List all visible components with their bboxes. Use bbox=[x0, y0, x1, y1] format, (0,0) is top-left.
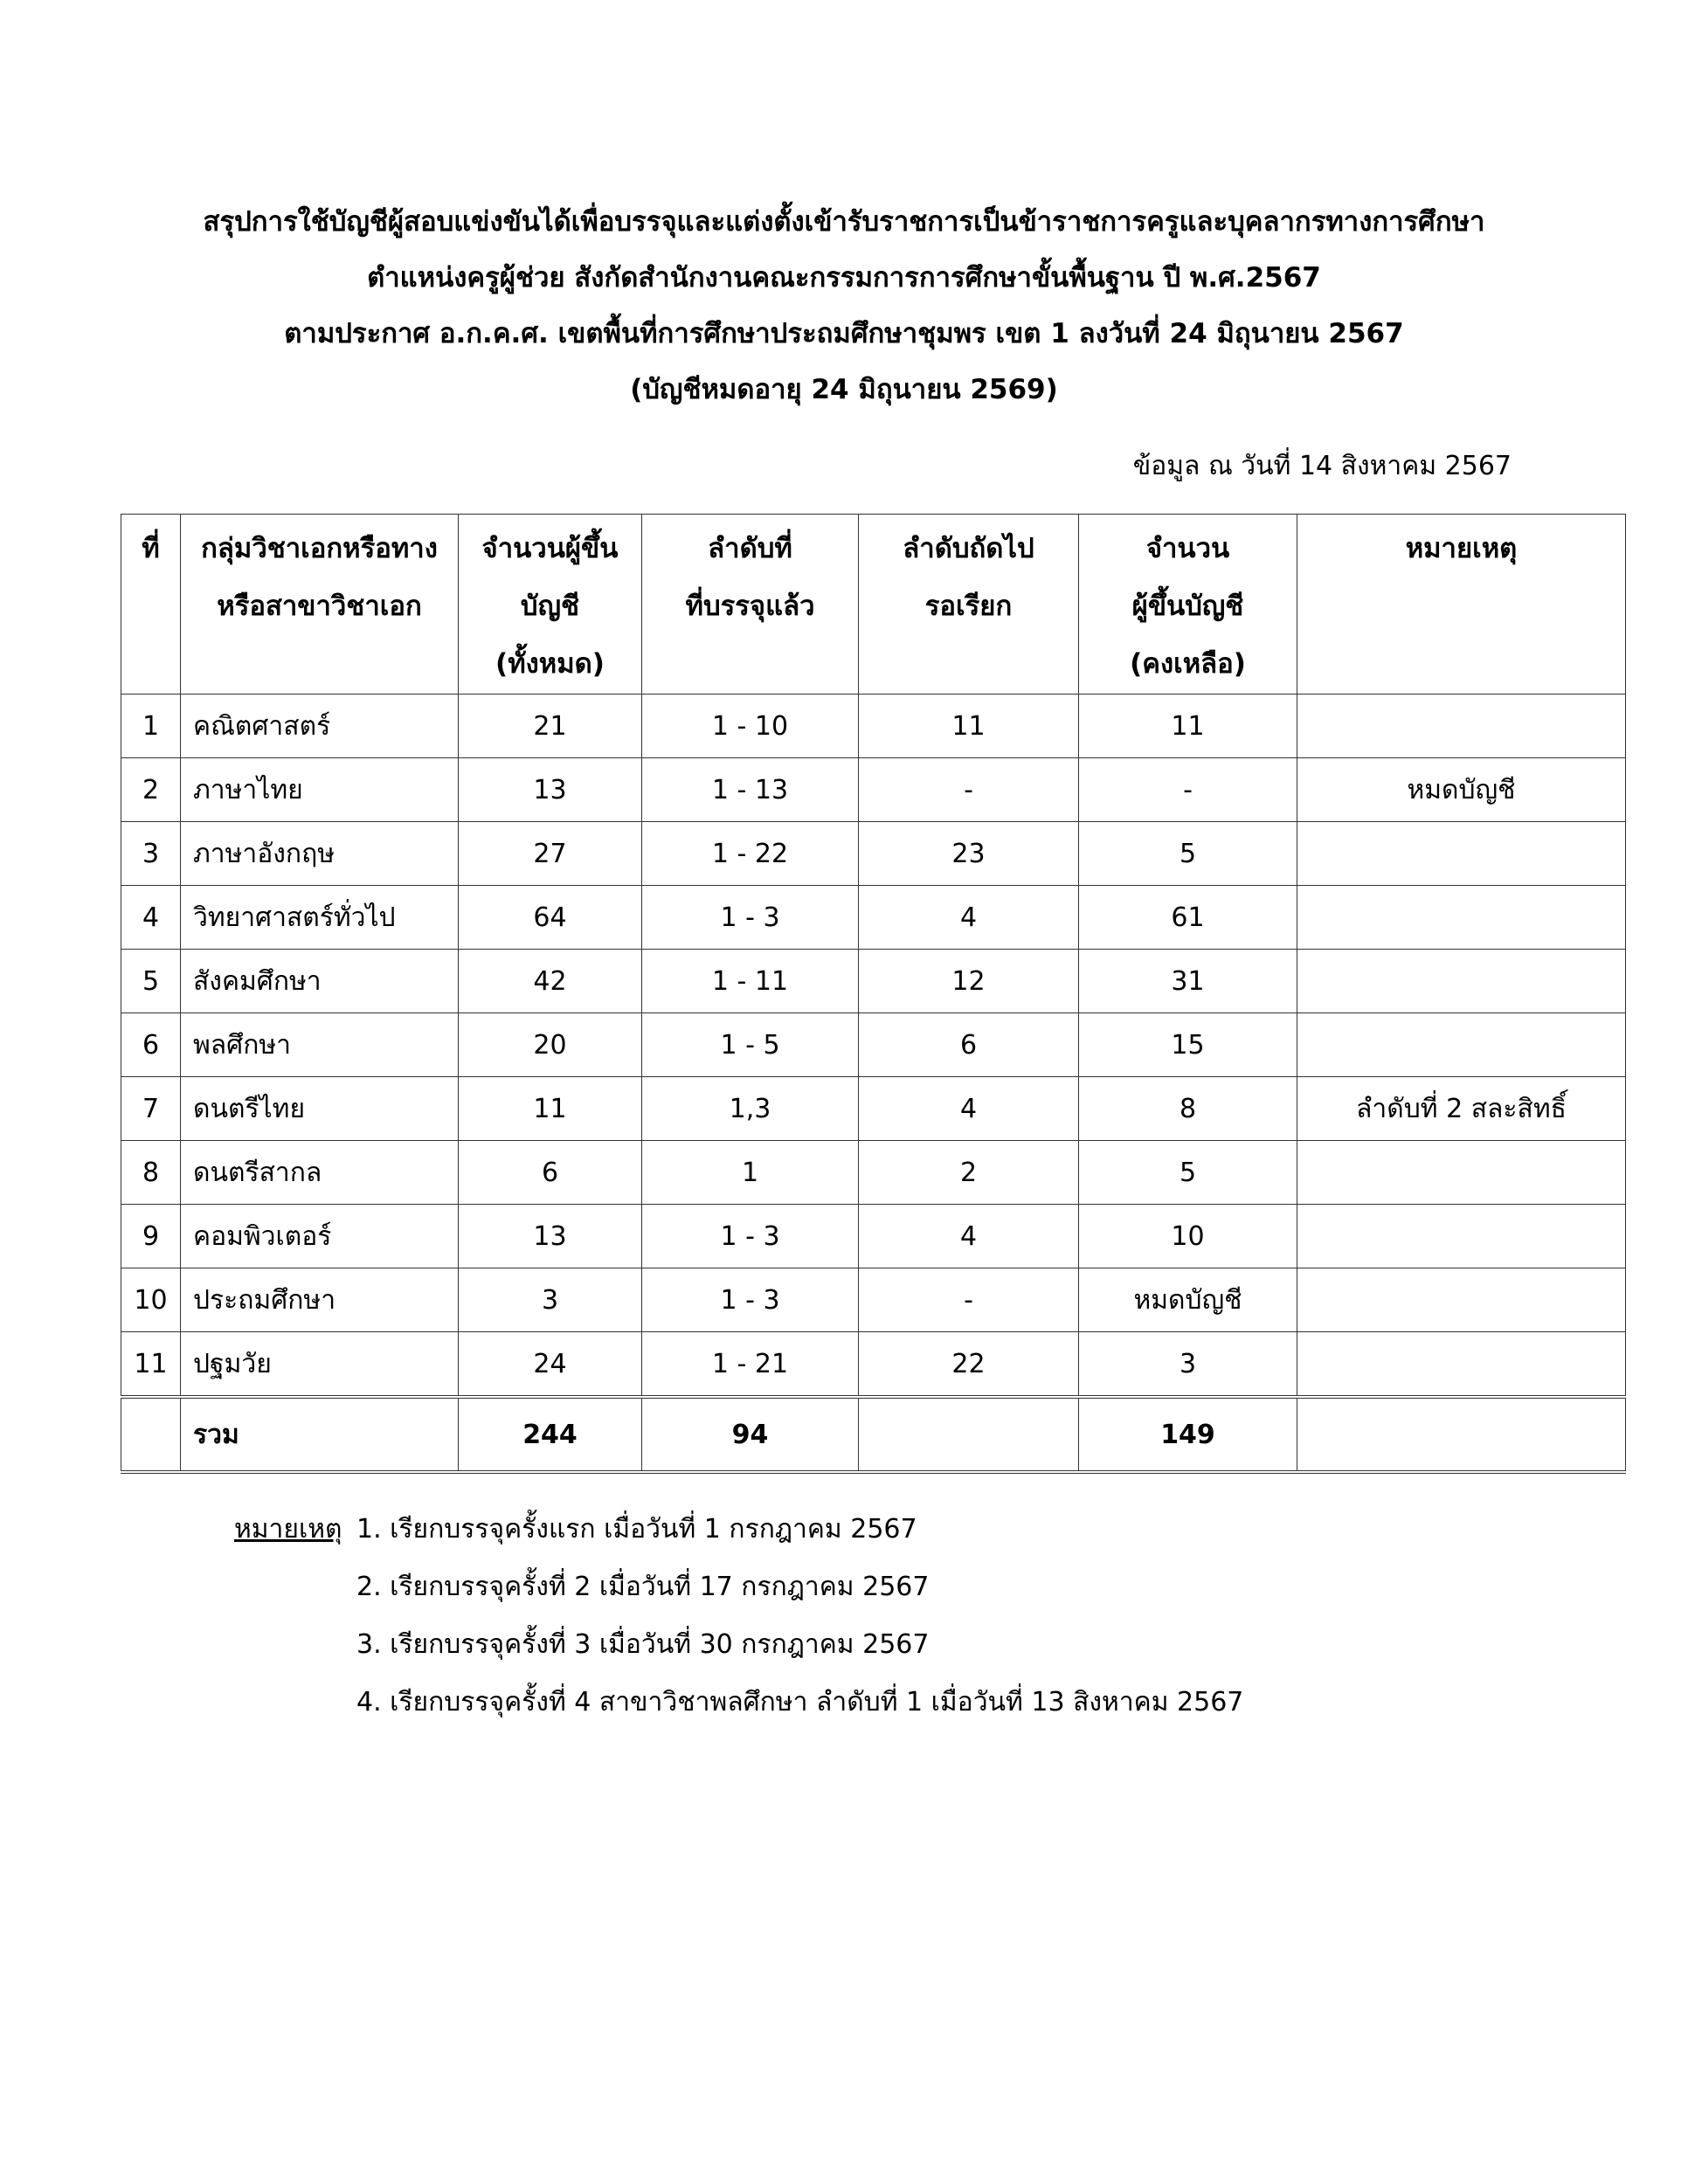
cell-no: 5 bbox=[121, 950, 181, 1013]
cell-remark bbox=[1297, 695, 1626, 758]
cell-remark bbox=[1297, 1268, 1626, 1332]
cell-remark bbox=[1297, 886, 1626, 950]
title-line-4: (บัญชีหมดอายุ 24 มิถุนายน 2569) bbox=[630, 374, 1058, 405]
cell-next: 22 bbox=[859, 1332, 1079, 1398]
table-row bbox=[121, 695, 1626, 758]
cell-total: 21 bbox=[459, 695, 642, 758]
cell-next: 4 bbox=[859, 1205, 1079, 1268]
cell-next: 11 bbox=[859, 695, 1079, 758]
note-item bbox=[234, 1559, 1243, 1616]
title-line-1: สรุปการใช้บัญชีผู้สอบแข่งขันได้เพื่อบรรจุและแต่งตั้งเข้ารับราชการเป็นข้าราชการครูและบุคลากรทางการศึกษา bbox=[203, 206, 1485, 238]
cell-total: 64 bbox=[459, 886, 642, 950]
cell-next: 2 bbox=[859, 1141, 1079, 1205]
total-cell-no bbox=[121, 1397, 181, 1472]
header-remaining: จำนวน ผู้ขึ้นบัญชี (คงเหลือ) bbox=[1079, 515, 1297, 695]
note-item bbox=[234, 1674, 1243, 1731]
cell-total: 42 bbox=[459, 950, 642, 1013]
total-cell-next bbox=[859, 1397, 1079, 1472]
table-row bbox=[121, 1077, 1626, 1141]
cell-next: 23 bbox=[859, 822, 1079, 886]
cell-total: 11 bbox=[459, 1077, 642, 1141]
cell-subject: ดนตรีสากล bbox=[181, 1141, 459, 1205]
cell-no: 2 bbox=[121, 758, 181, 822]
note-text: 1. เรียกบรรจุครั้งแรก เมื่อวันที่ 1 กรกฎาคม 2567 bbox=[356, 1514, 917, 1545]
cell-remaining: 11 bbox=[1079, 695, 1297, 758]
table-header-row bbox=[121, 515, 1626, 695]
cell-subject: ภาษาไทย bbox=[181, 758, 459, 822]
cell-no: 4 bbox=[121, 886, 181, 950]
cell-subject: ภาษาอังกฤษ bbox=[181, 822, 459, 886]
table-row bbox=[121, 758, 1626, 822]
table-row bbox=[121, 1013, 1626, 1077]
header-remarks: หมายเหตุ bbox=[1297, 515, 1626, 695]
note-text: 3. เรียกบรรจุครั้งที่ 3 เมื่อวันที่ 30 กรกฎาคม 2567 bbox=[356, 1629, 930, 1660]
cell-no: 6 bbox=[121, 1013, 181, 1077]
cell-remaining: 8 bbox=[1079, 1077, 1297, 1141]
cell-no: 3 bbox=[121, 822, 181, 886]
cell-total: 13 bbox=[459, 1205, 642, 1268]
cell-subject: วิทยาศาสตร์ทั่วไป bbox=[181, 886, 459, 950]
header-next-rank: ลำดับถัดไป รอเรียก bbox=[859, 515, 1079, 695]
table-row bbox=[121, 1205, 1626, 1268]
header-subject: กลุ่มวิชาเอกหรือทาง หรือสาขาวิชาเอก bbox=[181, 515, 459, 695]
total-cell-total: 244 bbox=[459, 1397, 642, 1472]
cell-appointed: 1 - 21 bbox=[642, 1332, 859, 1398]
cell-no: 1 bbox=[121, 695, 181, 758]
cell-subject: สังคมศึกษา bbox=[181, 950, 459, 1013]
note-text: 2. เรียกบรรจุครั้งที่ 2 เมื่อวันที่ 17 กรกฎาคม 2567 bbox=[356, 1572, 930, 1602]
cell-remark bbox=[1297, 1205, 1626, 1268]
cell-remark bbox=[1297, 1332, 1626, 1398]
data-as-of-date: ข้อมูล ณ วันที่ 14 สิงหาคม 2567 bbox=[1132, 451, 1512, 481]
cell-subject: ดนตรีไทย bbox=[181, 1077, 459, 1141]
cell-subject: พลศึกษา bbox=[181, 1013, 459, 1077]
table-row bbox=[121, 886, 1626, 950]
cell-total: 13 bbox=[459, 758, 642, 822]
note-text: 4. เรียกบรรจุครั้งที่ 4 สาขาวิชาพลศึกษา ลำดับที่ 1 เมื่อวันที่ 13 สิงหาคม 2567 bbox=[356, 1687, 1244, 1717]
cell-next: 12 bbox=[859, 950, 1079, 1013]
total-cell-subject: รวม bbox=[181, 1397, 459, 1472]
cell-appointed: 1,3 bbox=[642, 1077, 859, 1141]
cell-remaining: 3 bbox=[1079, 1332, 1297, 1398]
cell-appointed: 1 - 10 bbox=[642, 695, 859, 758]
title-line-3: ตามประกาศ อ.ก.ค.ศ. เขตพื้นที่การศึกษาประถมศึกษาชุมพร เขต 1 ลงวันที่ 24 มิถุนายน 2567 bbox=[284, 318, 1404, 349]
cell-remaining: - bbox=[1079, 758, 1297, 822]
cell-remark bbox=[1297, 1013, 1626, 1077]
table-row bbox=[121, 950, 1626, 1013]
total-cell-remark bbox=[1297, 1397, 1626, 1472]
cell-appointed: 1 - 5 bbox=[642, 1013, 859, 1077]
cell-remaining: 5 bbox=[1079, 1141, 1297, 1205]
total-cell-remaining: 149 bbox=[1079, 1397, 1297, 1472]
note-item bbox=[234, 1616, 1243, 1674]
cell-next: 4 bbox=[859, 1077, 1079, 1141]
cell-no: 9 bbox=[121, 1205, 181, 1268]
cell-subject: ปฐมวัย bbox=[181, 1332, 459, 1398]
document-title bbox=[0, 194, 1688, 418]
cell-appointed: 1 - 11 bbox=[642, 950, 859, 1013]
cell-remark: ลำดับที่ 2 สละสิทธิ์ bbox=[1297, 1077, 1626, 1141]
cell-remark bbox=[1297, 950, 1626, 1013]
cell-no: 10 bbox=[121, 1268, 181, 1332]
cell-no: 11 bbox=[121, 1332, 181, 1398]
notes-section bbox=[234, 1501, 1243, 1731]
header-no: ที่ bbox=[121, 515, 181, 695]
cell-total: 24 bbox=[459, 1332, 642, 1398]
note-item bbox=[234, 1501, 1243, 1559]
cell-no: 7 bbox=[121, 1077, 181, 1141]
cell-total: 6 bbox=[459, 1141, 642, 1205]
title-line-2: ตำแหน่งครูผู้ช่วย สังกัดสำนักงานคณะกรรมการการศึกษาขั้นพื้นฐาน ปี พ.ศ.2567 bbox=[367, 262, 1321, 294]
cell-subject: ประถมศึกษา bbox=[181, 1268, 459, 1332]
cell-remaining: 31 bbox=[1079, 950, 1297, 1013]
cell-remaining: 5 bbox=[1079, 822, 1297, 886]
cell-next: 4 bbox=[859, 886, 1079, 950]
cell-remaining: หมดบัญชี bbox=[1079, 1268, 1297, 1332]
cell-appointed: 1 bbox=[642, 1141, 859, 1205]
header-total-listed: จำนวนผู้ขึ้น บัญชี (ทั้งหมด) bbox=[459, 515, 642, 695]
cell-remaining: 15 bbox=[1079, 1013, 1297, 1077]
header-appointed-ranks: ลำดับที่ ที่บรรจุแล้ว bbox=[642, 515, 859, 695]
total-cell-appointed: 94 bbox=[642, 1397, 859, 1472]
cell-total: 27 bbox=[459, 822, 642, 886]
cell-remark bbox=[1297, 822, 1626, 886]
cell-next: - bbox=[859, 758, 1079, 822]
cell-remark bbox=[1297, 1141, 1626, 1205]
cell-next: 6 bbox=[859, 1013, 1079, 1077]
summary-table bbox=[121, 514, 1626, 1474]
cell-total: 3 bbox=[459, 1268, 642, 1332]
table-row bbox=[121, 1268, 1626, 1332]
cell-remark: หมดบัญชี bbox=[1297, 758, 1626, 822]
cell-appointed: 1 - 13 bbox=[642, 758, 859, 822]
table-row bbox=[121, 1332, 1626, 1398]
cell-remaining: 61 bbox=[1079, 886, 1297, 950]
notes-label: หมายเหตุ bbox=[234, 1514, 342, 1545]
cell-appointed: 1 - 22 bbox=[642, 822, 859, 886]
cell-subject: คณิตศาสตร์ bbox=[181, 695, 459, 758]
table-row bbox=[121, 1141, 1626, 1205]
cell-remaining: 10 bbox=[1079, 1205, 1297, 1268]
cell-next: - bbox=[859, 1268, 1079, 1332]
cell-appointed: 1 - 3 bbox=[642, 886, 859, 950]
total-row bbox=[121, 1397, 1626, 1472]
cell-appointed: 1 - 3 bbox=[642, 1268, 859, 1332]
cell-subject: คอมพิวเตอร์ bbox=[181, 1205, 459, 1268]
cell-appointed: 1 - 3 bbox=[642, 1205, 859, 1268]
cell-no: 8 bbox=[121, 1141, 181, 1205]
table-row bbox=[121, 822, 1626, 886]
cell-total: 20 bbox=[459, 1013, 642, 1077]
